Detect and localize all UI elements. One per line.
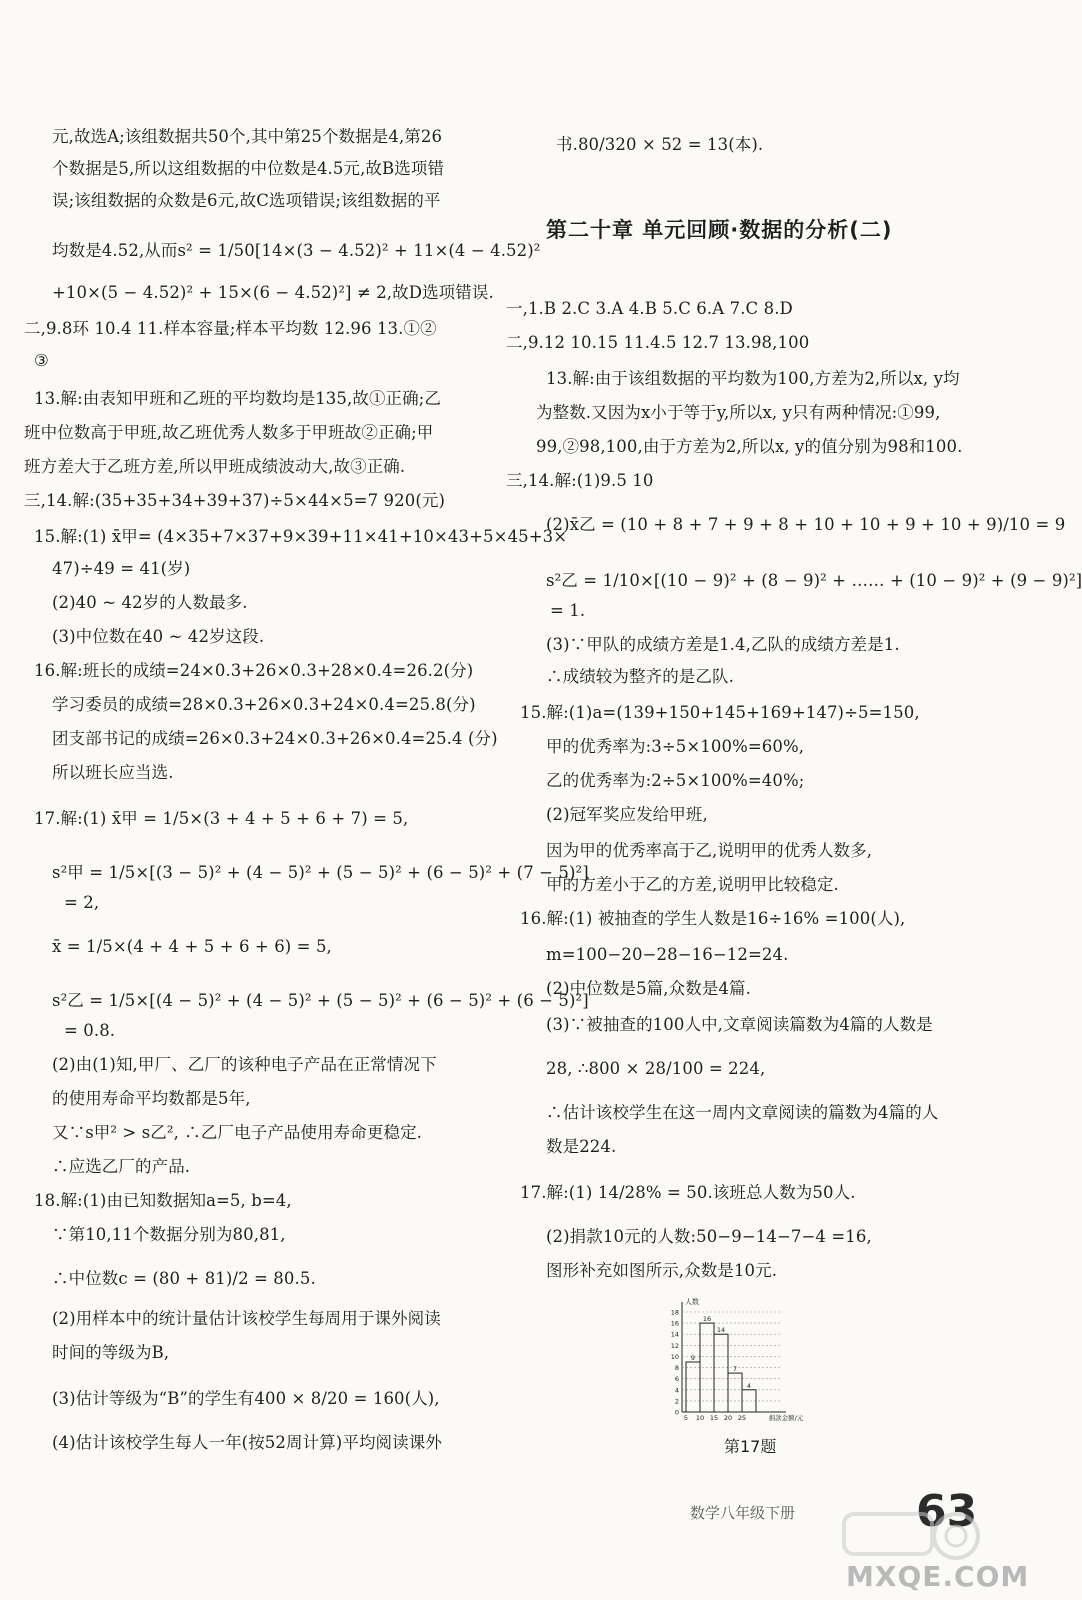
- histogram-bar: [686, 1362, 700, 1412]
- text-line: 28, ∴800 × 28/100 = 224,: [546, 1059, 766, 1078]
- text-line: (2)用样本中的统计量估计该校学生每周用于课外阅读: [52, 1309, 441, 1328]
- text-line: (2)x̄乙 = (10 + 8 + 7 + 9 + 8 + 10 + 10 + 9 + 10 + 9)/10 = 9: [546, 515, 1066, 534]
- text-line: 班方差大于乙班方差,所以甲班成绩波动大,故③正确.: [24, 457, 406, 476]
- text-line: 47)÷49 = 41(岁): [52, 559, 191, 578]
- histogram-bar: [742, 1390, 756, 1412]
- text-line: 16.解:班长的成绩=24×0.3+26×0.3+28×0.4=26.2(分): [34, 661, 474, 680]
- text-line: (2)捐款10元的人数:50−9−14−7−4 =16,: [546, 1227, 872, 1246]
- bar-value-label: 7: [732, 1365, 738, 1374]
- text-line: (2)40 ~ 42岁的人数最多.: [52, 593, 248, 612]
- text-line: 15.解:(1) x̄甲= (4×35+7×37+9×39+11×41+10×43+5×45+3×: [34, 527, 568, 546]
- text-line: 18.解:(1)由已知数据知a=5, b=4,: [34, 1191, 292, 1210]
- x-tick-label: 20: [723, 1414, 733, 1422]
- text-line: ∴成绩较为整齐的是乙队.: [546, 667, 734, 686]
- text-line: ③: [34, 351, 49, 370]
- text-line: 16.解:(1) 被抽查的学生人数是16÷16% =100(人),: [520, 909, 906, 928]
- text-line: 三,14.解:(35+35+34+39+37)÷5×44×5=7 920(元): [24, 491, 445, 510]
- donation-histogram: [658, 1296, 838, 1426]
- text-line: 一,1.B 2.C 3.A 4.B 5.C 6.A 7.C 8.D: [506, 299, 793, 318]
- x-tick-label: 15: [709, 1414, 719, 1422]
- y-tick-label: 14: [670, 1330, 679, 1339]
- y-tick-label: 6: [674, 1375, 679, 1384]
- y-axis-label: 人数: [685, 1298, 699, 1306]
- y-tick-label: 10: [670, 1352, 679, 1361]
- bar-value-label: 4: [746, 1381, 752, 1390]
- text-line: = 0.8.: [64, 1021, 116, 1040]
- text-line: 15.解:(1)a=(139+150+145+169+147)÷5=150,: [520, 703, 920, 722]
- footer-book-title: 数学八年级下册: [690, 1504, 796, 1522]
- y-tick-label: 18: [670, 1308, 679, 1317]
- y-tick-label: 12: [670, 1341, 679, 1350]
- bar-value-label: 16: [702, 1315, 712, 1324]
- text-line: 因为甲的优秀率高于乙,说明甲的优秀人数多,: [546, 841, 873, 860]
- y-tick-label: 0: [674, 1408, 679, 1417]
- text-line: 所以班长应当选.: [52, 763, 174, 782]
- text-line: 误;该组数据的众数是6元,故C选项错误;该组数据的平: [52, 191, 441, 210]
- text-line: 99,②98,100,由于方差为2,所以x, y的值分别为98和100.: [536, 437, 963, 456]
- text-line: 学习委员的成绩=28×0.3+26×0.3+24×0.4=25.8(分): [52, 695, 476, 714]
- text-line: 的使用寿命平均数都是5年,: [52, 1089, 251, 1108]
- text-line: 三,14.解:(1)9.5 10: [506, 471, 654, 490]
- text-line: (3)中位数在40 ~ 42岁这段.: [52, 627, 265, 646]
- text-line: (2)冠军奖应发给甲班,: [546, 805, 708, 824]
- text-line: (3)∵甲队的成绩方差是1.4,乙队的成绩方差是1.: [546, 635, 900, 654]
- text-line: 又∵s甲² > s乙², ∴乙厂电子产品使用寿命更稳定.: [52, 1123, 423, 1142]
- bar-value-label: 9: [690, 1354, 696, 1362]
- text-line: (4)估计该校学生每人一年(按52周计算)平均阅读课外: [52, 1433, 442, 1452]
- x-tick-label: 10: [695, 1414, 705, 1422]
- text-line: 二,9.8环 10.4 11.样本容量;样本平均数 12.96 13.①②: [24, 319, 437, 338]
- text-line: ∴应选乙厂的产品.: [52, 1157, 191, 1176]
- text-line: x̄ = 1/5×(4 + 4 + 5 + 6 + 6) = 5,: [52, 937, 332, 956]
- text-line: 图形补充如图所示,众数是10元.: [546, 1261, 778, 1280]
- x-axis-label: 捐款金额/元: [768, 1414, 804, 1422]
- text-line: 乙的优秀率为:2÷5×100%=40%;: [546, 771, 805, 790]
- text-line: (3)估计等级为“B”的学生有400 × 8/20 = 160(人),: [52, 1389, 440, 1408]
- text-line: 书.80/320 × 52 = 13(本).: [556, 135, 764, 154]
- y-tick-label: 2: [674, 1397, 679, 1406]
- y-tick-label: 16: [670, 1319, 679, 1328]
- chart-caption: 第17题: [724, 1437, 777, 1456]
- text-line: 17.解:(1) 14/28% = 50.该班总人数为50人.: [520, 1183, 856, 1202]
- page-number: 63: [916, 1486, 978, 1537]
- text-line: 为整数.又因为x小于等于y,所以x, y只有两种情况:①99,: [536, 403, 941, 422]
- text-line: 班中位数高于甲班,故乙班优秀人数多于甲班故②正确;甲: [24, 423, 434, 442]
- text-line: 13.解:由于该组数据的平均数为100,方差为2,所以x, y均: [546, 369, 960, 388]
- y-tick-label: 4: [674, 1386, 679, 1395]
- text-line: = 1.: [550, 601, 586, 620]
- text-line: ∴中位数c = (80 + 81)/2 = 80.5.: [52, 1269, 316, 1288]
- text-line: m=100−20−28−16−12=24.: [546, 945, 789, 964]
- text-line: 时间的等级为B,: [52, 1343, 170, 1362]
- text-line: s²乙 = 1/10×[(10 − 9)² + (8 − 9)² + …… + (10 − 9)² + (9 − 9)²]: [546, 571, 1082, 590]
- chapter-heading: 第二十章 单元回顾·数据的分析(二): [546, 218, 893, 242]
- text-line: s²乙 = 1/5×[(4 − 5)² + (4 − 5)² + (5 − 5)² + (6 − 5)² + (6 − 5)²]: [52, 991, 589, 1010]
- text-line: 元,故选A;该组数据共50个,其中第25个数据是4,第26: [52, 127, 443, 146]
- bar-value-label: 14: [716, 1326, 726, 1335]
- text-line: 甲的优秀率为:3÷5×100%=60%,: [546, 737, 805, 756]
- histogram-bar: [714, 1334, 728, 1412]
- text-line: (2)中位数是5篇,众数是4篇.: [546, 979, 751, 998]
- text-line: 17.解:(1) x̄甲 = 1/5×(3 + 4 + 5 + 6 + 7) = 5,: [34, 809, 409, 828]
- text-line: 二,9.12 10.15 11.4.5 12.7 13.98,100: [506, 333, 810, 352]
- text-line: = 2,: [64, 893, 100, 912]
- text-line: (3)∵被抽查的100人中,文章阅读篇数为4篇的人数是: [546, 1015, 933, 1034]
- text-line: +10×(5 − 4.52)² + 15×(6 − 4.52)²] ≠ 2,故D选项错误.: [52, 283, 494, 302]
- text-line: ∵第10,11个数据分别为80,81,: [52, 1225, 286, 1244]
- text-line: 个数据是5,所以这组数据的中位数是4.5元,故B选项错: [52, 159, 445, 178]
- text-line: 13.解:由表知甲班和乙班的平均数均是135,故①正确;乙: [34, 389, 441, 408]
- x-tick-label: 5: [683, 1414, 689, 1422]
- text-line: 甲的方差小于乙的方差,说明甲比较稳定.: [546, 875, 839, 894]
- text-line: s²甲 = 1/5×[(3 − 5)² + (4 − 5)² + (5 − 5)² + (6 − 5)² + (7 − 5)²]: [52, 863, 589, 882]
- text-line: 数是224.: [546, 1137, 617, 1156]
- watermark-text: MXQE.COM: [846, 1560, 1030, 1593]
- text-line: (2)由(1)知,甲厂、乙厂的该种电子产品在正常情况下: [52, 1055, 437, 1074]
- x-tick-label: 25: [737, 1414, 747, 1422]
- text-line: 团支部书记的成绩=26×0.3+24×0.3+26×0.4=25.4 (分): [52, 729, 498, 748]
- y-tick-label: 8: [674, 1364, 679, 1373]
- text-line: ∴估计该校学生在这一周内文章阅读的篇数为4篇的人: [546, 1103, 939, 1122]
- text-line: 均数是4.52,从而s² = 1/50[14×(3 − 4.52)² + 11×(4 − 4.52)²: [52, 241, 541, 260]
